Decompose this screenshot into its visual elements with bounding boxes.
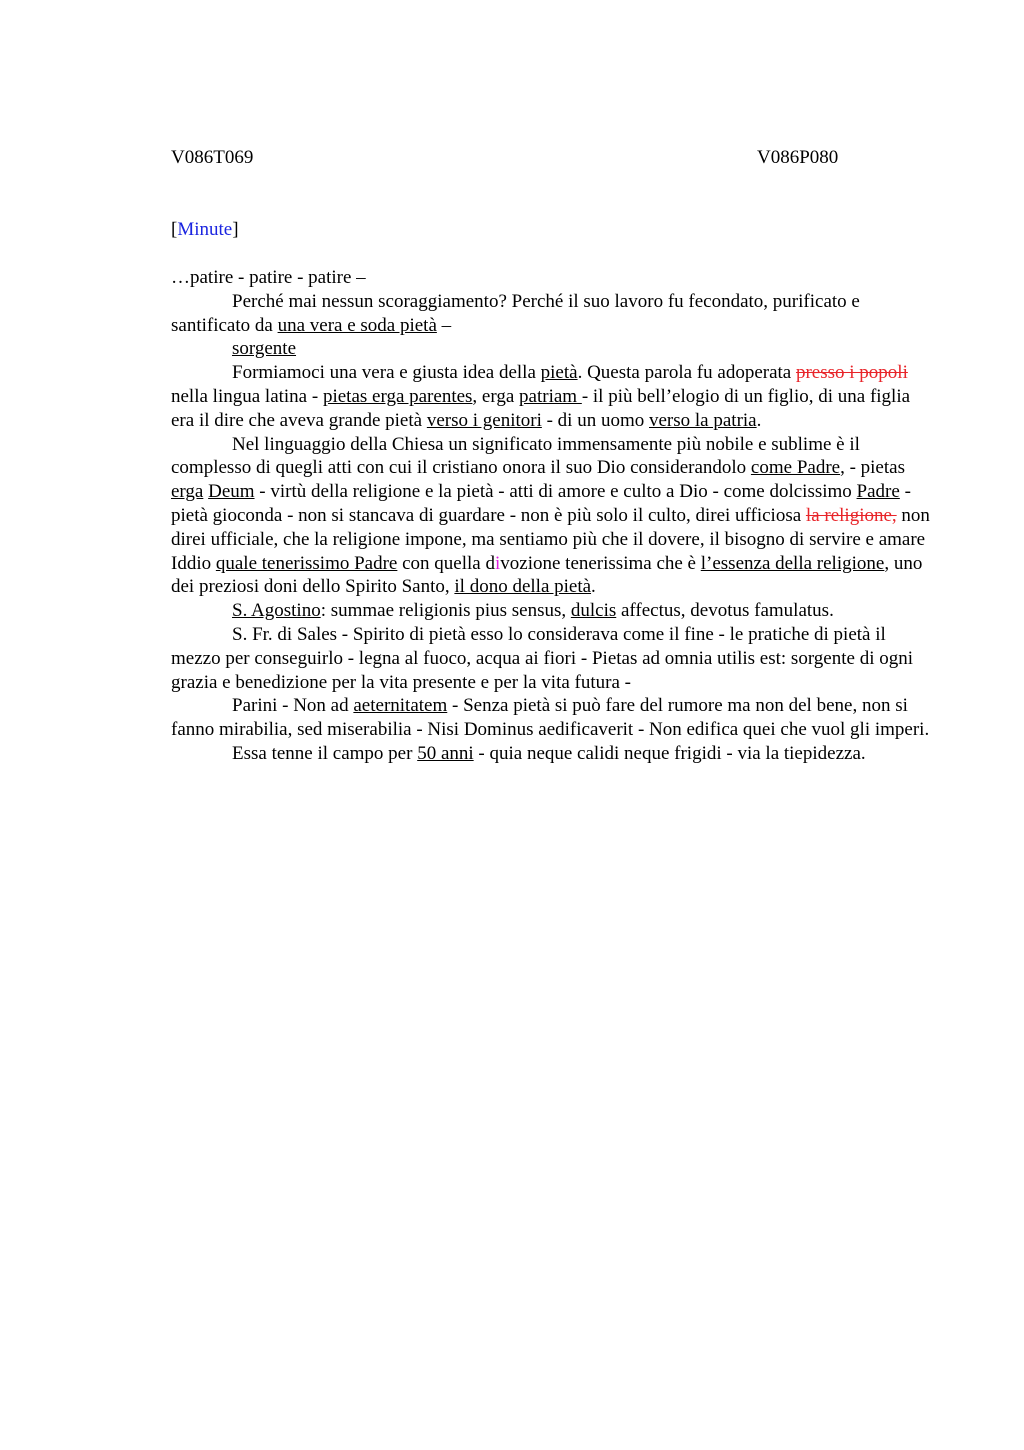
text-run: nella lingua latina - <box>171 385 323 407</box>
paragraph <box>171 623 931 694</box>
text-run: vozione tenerissima che è <box>500 552 701 574</box>
underlined-text: pietà <box>540 362 578 384</box>
underlined-text: come Padre <box>750 457 841 479</box>
underlined-text: verso la patria <box>649 409 757 431</box>
underlined-text: verso i genitori <box>426 409 542 431</box>
text-run: …patire - patire - patire – <box>171 267 366 288</box>
text-run: - di un uomo <box>541 409 649 431</box>
text-run: - pietà gioconda - non si stancava di guardare - non è più solo il culto, direi ufficiosa <box>171 481 911 526</box>
underlined-text: dulcis <box>570 600 617 622</box>
paragraph <box>171 361 931 432</box>
text-run: . <box>756 409 762 431</box>
text-run: - quia neque calidi neque frigidi - via la tiepidezza. <box>473 742 866 764</box>
text-run: , uno dei preziosi doni dello Spirito Santo, <box>171 552 923 598</box>
text-run: . Questa parola fu adoperata <box>577 362 796 384</box>
underlined-text: S. Agostino <box>232 600 321 622</box>
underlined-text: una vera e soda pietà <box>277 314 437 336</box>
text-run: Essa tenne il campo per <box>232 742 418 764</box>
text-run: con quella d <box>397 552 495 574</box>
document-code-right: V086P080 <box>757 147 839 168</box>
text-run: . <box>591 576 596 598</box>
paragraph <box>171 742 931 766</box>
deleted-text: presso i popoli <box>795 362 908 384</box>
paragraph <box>171 433 931 600</box>
text-run: affectus, devotus famulatus. <box>616 600 834 622</box>
underlined-text: l’essenza della religione <box>700 552 885 574</box>
paragraph <box>171 337 931 361</box>
paragraph <box>171 266 931 290</box>
document-code-left: V086T069 <box>171 147 254 168</box>
text-run: - il più bell’elogio di un figlio, di una figlia era il dire che aveva grande pietà <box>171 385 911 431</box>
text-run: Perché mai nessun scoraggiamento? Perché il suo lavoro fu fecondato, purificato e santificato da <box>171 290 860 336</box>
paragraph <box>171 694 931 742</box>
text-run: S. Fr. di Sales - Spirito di pietà esso lo considerava come il fine - le pratiche di pietà il mezzo per conseguirlo - legna al fuoco, acqua ai fiori - Pietas ad omnia utilis est: sorgente di ogni grazia e benedizione per la vita presente e per la vita futura - <box>171 623 914 693</box>
body-text <box>171 266 931 766</box>
underlined-text: quale tenerissimo Padre <box>215 552 398 574</box>
underlined-text: il dono della pietà <box>454 576 592 598</box>
paragraph <box>171 290 931 338</box>
underlined-text: erga <box>171 481 204 503</box>
section-label-text: Minute <box>177 219 233 240</box>
text-run: , erga <box>472 385 520 407</box>
underlined-text: aeternitatem <box>353 695 448 717</box>
underlined-text: Padre <box>856 481 900 503</box>
text-run: Nel linguaggio della Chiesa un significato immensamente più nobile e sublime è il complesso di quegli atti con cui il cristiano onora il suo Dio considerandolo <box>171 433 860 479</box>
deleted-text: la religione, <box>805 504 897 526</box>
text-run: : summae religionis pius sensus, <box>320 600 571 622</box>
text-run: Formiamoci una vera e giusta idea della <box>232 362 541 384</box>
text-run: , - pietas <box>840 457 905 479</box>
paragraph <box>171 599 931 623</box>
open-bracket: [ <box>171 219 178 240</box>
corrected-letter: i <box>494 552 501 574</box>
underlined-text: Deum <box>208 481 255 503</box>
section-label <box>171 218 239 242</box>
underlined-text: 50 anni <box>417 742 474 764</box>
text-run: – <box>436 314 452 336</box>
underlined-text: patriam <box>519 385 582 407</box>
text-run: - virtù della religione e la pietà - atti di amore e culto a Dio - come dolcissimo <box>254 481 857 503</box>
underlined-text: sorgente <box>232 338 297 360</box>
close-bracket: ] <box>232 219 239 240</box>
underlined-text: pietas erga parentes <box>322 385 473 407</box>
text-run: Parini - Non ad <box>232 695 354 717</box>
text-run: - Senza pietà si può fare del rumore ma non del bene, non si fanno mirabilia, sed miserabilia - Nisi Dominus aedificaverit - Non edifica quei che vuol gli imperi. <box>171 695 930 741</box>
text-run: non direi ufficiale, che la religione impone, ma sentiamo più che il dovere, il bisogno di servire e amare Iddio <box>171 504 930 574</box>
